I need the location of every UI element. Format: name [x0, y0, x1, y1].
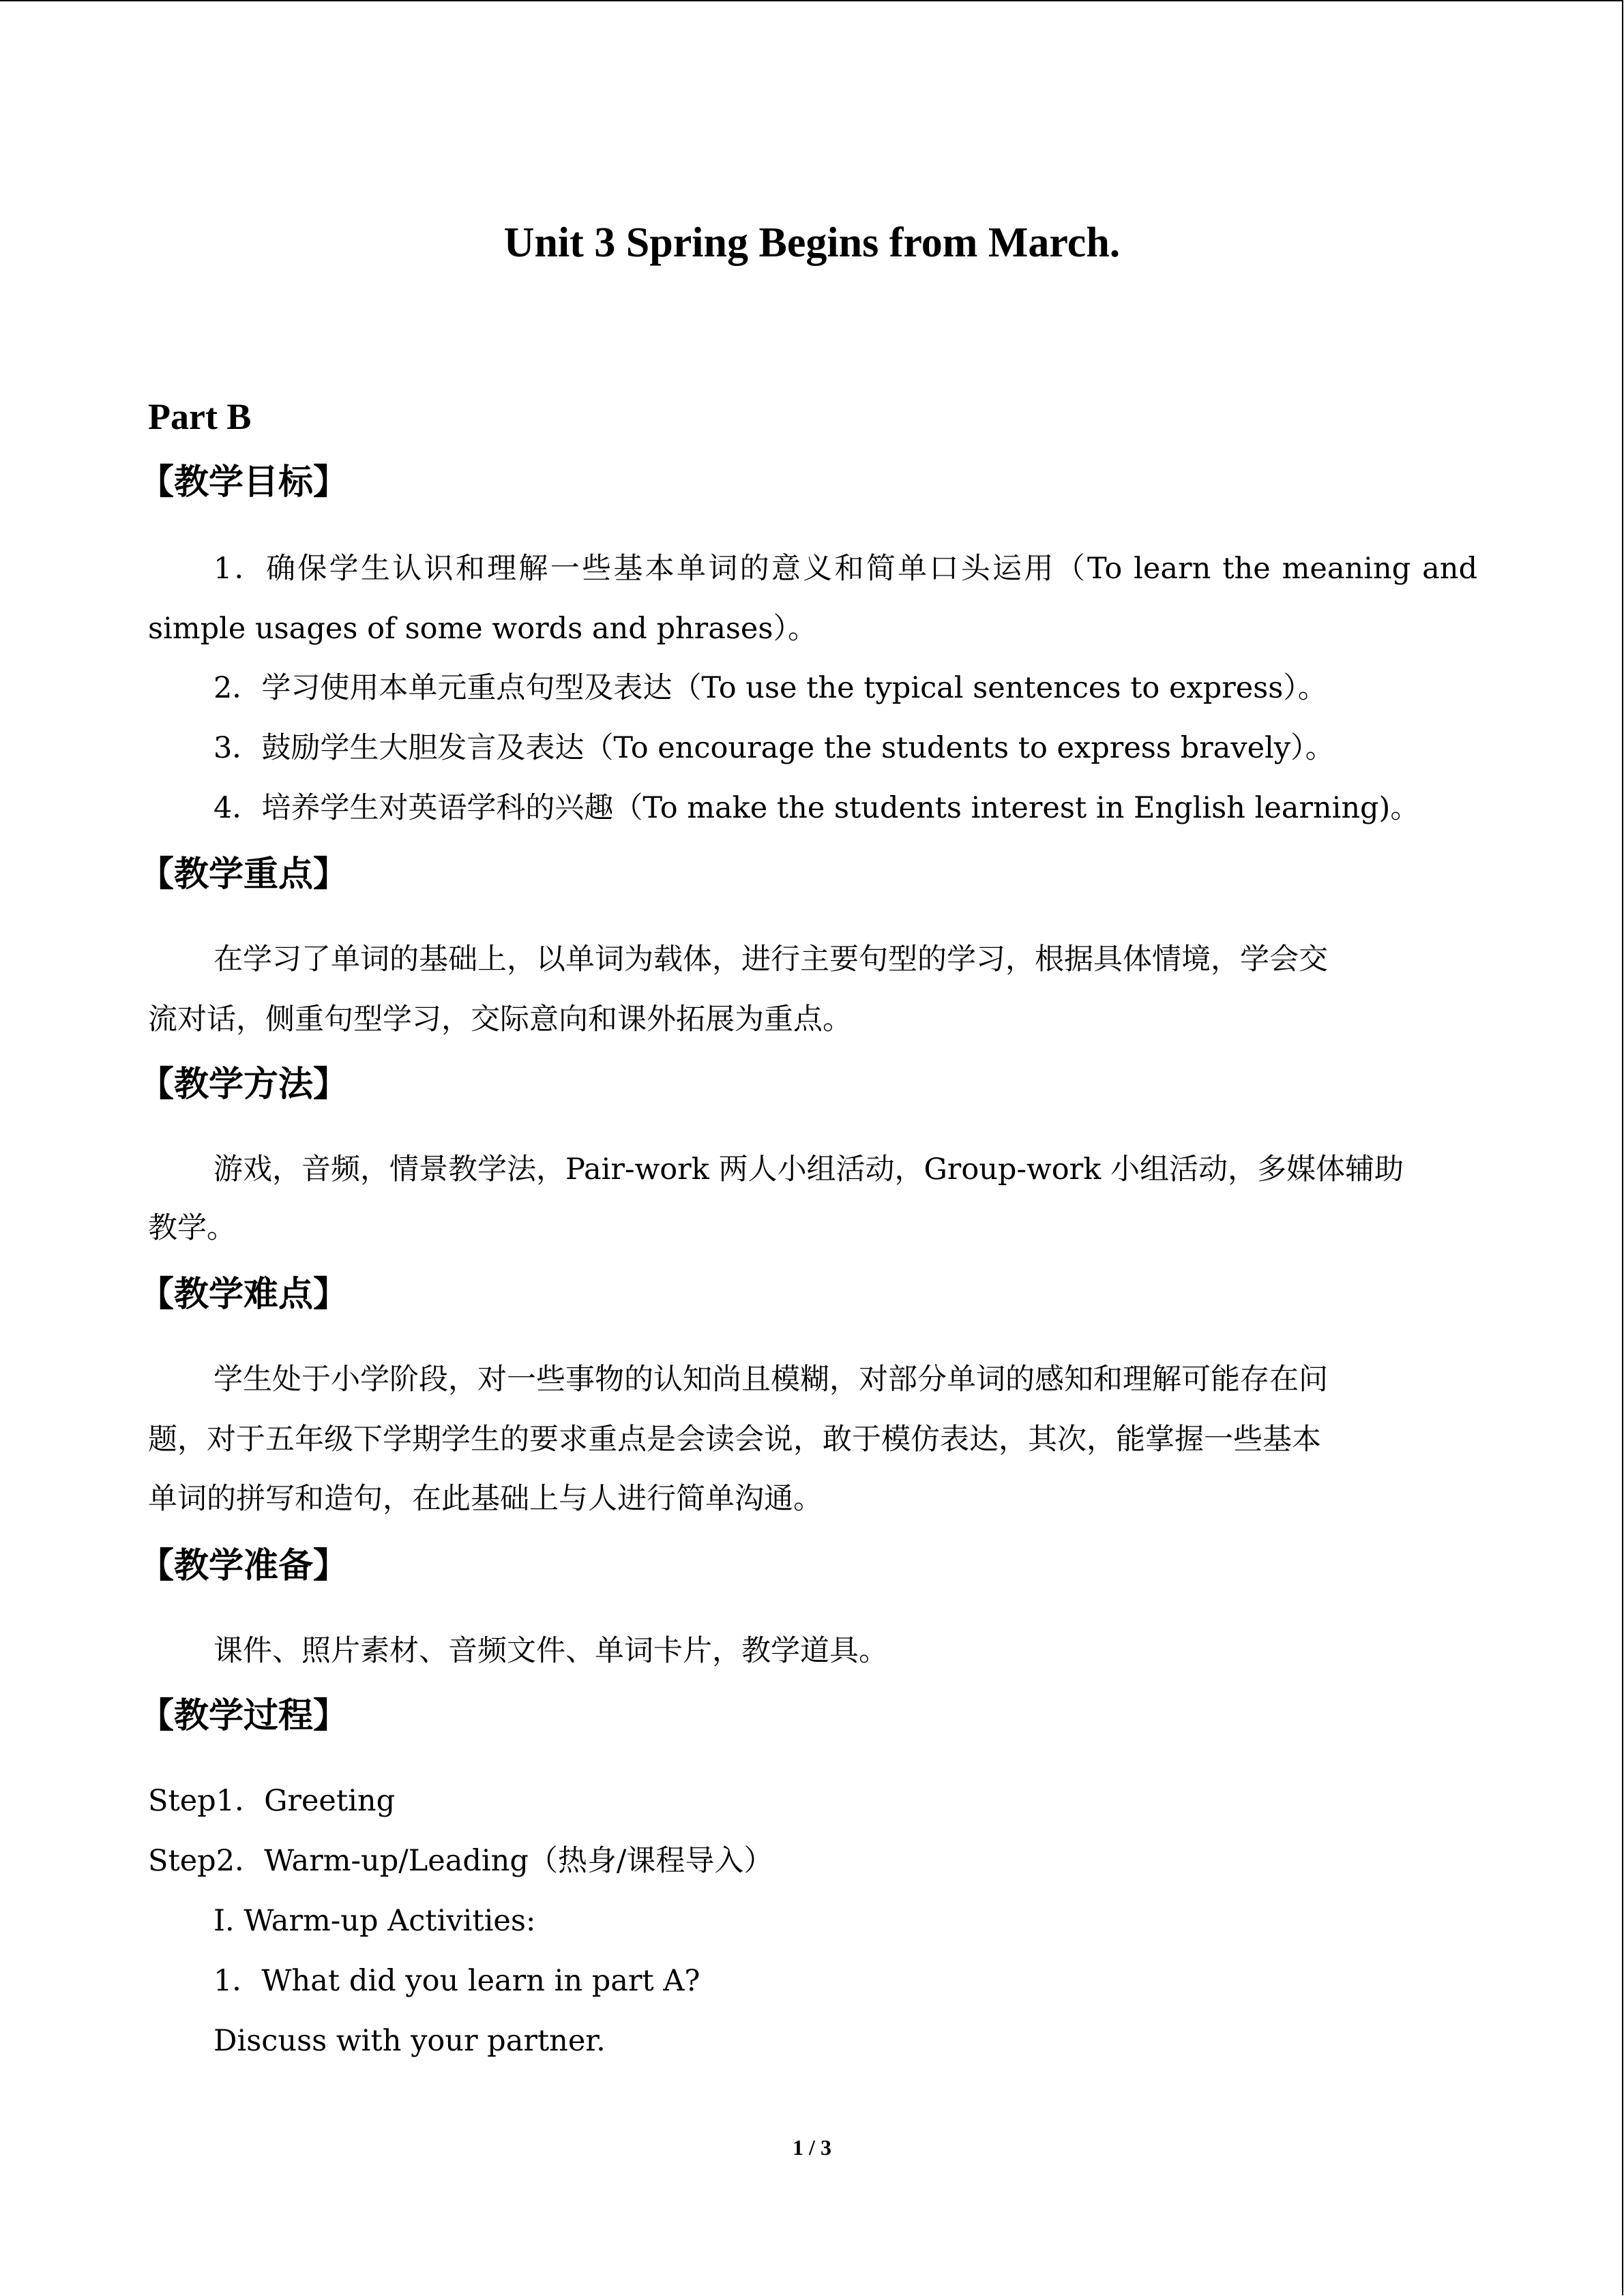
page-indicator: 1 / 3	[793, 2135, 831, 2160]
process-question-1: 1．What did you learn in part A?	[213, 1964, 700, 1998]
process-question-1-note: Discuss with your partner.	[213, 2024, 606, 2058]
objective-item-2: 2．学习使用本单元重点句型及表达（To use the typical sentences to express）。	[213, 671, 1327, 705]
methods-heading: 【教学方法】	[139, 1064, 349, 1105]
process-sub-1: Ⅰ. Warm-up Activities:	[213, 1904, 536, 1938]
preparation-line-1: 课件、照片素材、音频文件、单词卡片，教学道具。	[213, 1634, 888, 1668]
difficulties-line-1: 学生处于小学阶段，对一些事物的认知尚且模糊，对部分单词的感知和理解可能存在问	[213, 1362, 1328, 1397]
difficulties-line-3: 单词的拼写和造句，在此基础上与人进行简单沟通。	[148, 1482, 823, 1516]
key-points-line-1: 在学习了单词的基础上，以单词为载体，进行主要句型的学习，根据具体情境，学会交	[213, 942, 1328, 976]
objectives-heading: 【教学目标】	[139, 462, 349, 503]
methods-line-2: 教学。	[148, 1211, 236, 1245]
difficulties-heading: 【教学难点】	[139, 1274, 349, 1315]
preparation-heading: 【教学准备】	[139, 1546, 349, 1586]
difficulties-line-2: 题，对于五年级下学期学生的要求重点是会读会说，敢于模仿表达，其次，能掌握一些基本	[148, 1422, 1321, 1457]
objective-item-1-line-2: simple usages of some words and phrases）。	[148, 612, 817, 646]
objective-item-1-line-1: 1．确保学生认识和理解一些基本单词的意义和简单口头运用（To learn the meaning and	[213, 552, 1477, 586]
document-title: Unit 3 Spring Begins from March.	[503, 220, 1121, 266]
process-step-1: Step1．Greeting	[148, 1784, 396, 1818]
methods-line-1: 游戏，音频，情景教学法，Pair-work 两人小组活动，Group-work 小组活动，多媒体辅助	[213, 1152, 1404, 1187]
key-points-line-2: 流对话，侧重句型学习，交际意向和课外拓展为重点。	[148, 1002, 852, 1037]
key-points-heading: 【教学重点】	[139, 854, 349, 895]
process-step-2: Step2．Warm-up/Leading（热身/课程导入）	[148, 1844, 773, 1878]
objective-item-3: 3．鼓励学生大胆发言及表达（To encourage the students to express bravely）。	[213, 731, 1335, 765]
process-heading: 【教学过程】	[139, 1696, 349, 1736]
objective-item-4: 4．培养学生对英语学科的兴趣（To make the students interest in English learning)。	[213, 791, 1420, 825]
part-label: Part B	[148, 396, 252, 437]
